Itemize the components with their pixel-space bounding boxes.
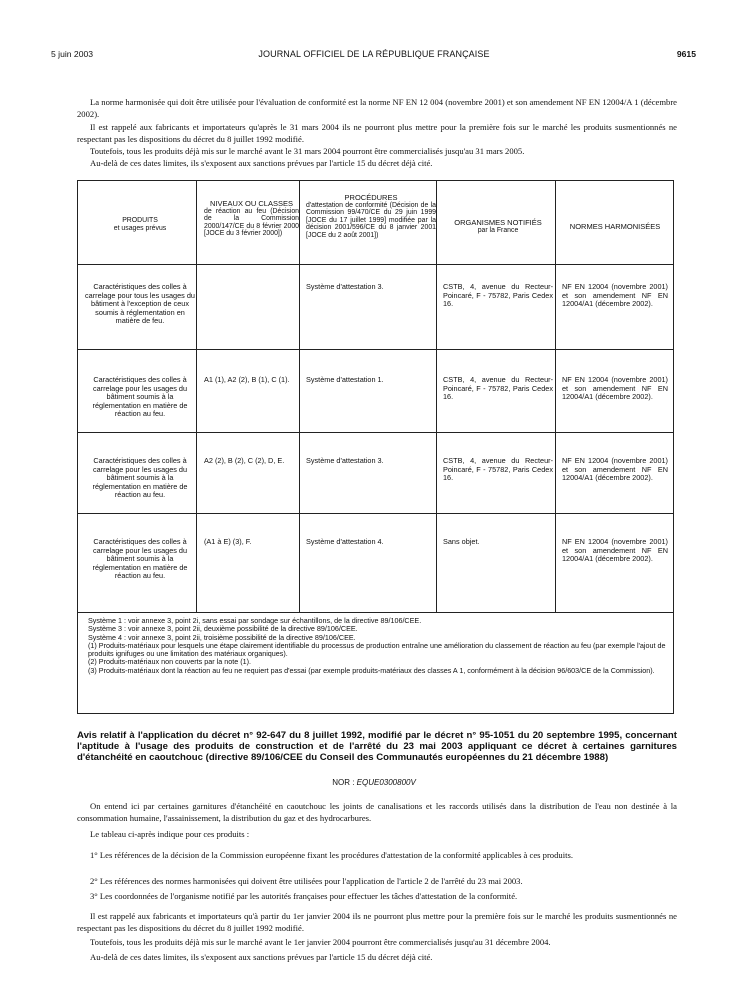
note-line: Système 1 : voir annexe 3, point 2i, sans essai par sondage sur échantillons, de la directive 89/106/CEE. <box>88 616 422 625</box>
note-line: (1) Produits-matériaux pour lesquels une étape clairement identifiable du processus de production entraîne une amélioration du classement de réaction au feu (par exemple l'ajout de produits ignifuges ou une limitation des matériaux organiques). <box>88 640 666 659</box>
intro-paragraph-4: Au-delà de ces dates limites, ils s'exposent aux sanctions prévues par l'article 15 du décret déjà cité. <box>90 158 433 168</box>
note-line: Système 3 : voir annexe 3, point 2ii, deuxième possibilité de la directive 89/106/CEE. <box>88 624 358 634</box>
avis-paragraph: Au-delà de ces dates limites, ils s'exposent aux sanctions prévues par l'article 15 du décret déjà cité. <box>90 952 433 962</box>
header-normes: NORMES HARMONISÉES <box>569 222 661 231</box>
avis-paragraph: 2° Les références des normes harmonisées qui doivent être utilisées pour l'application de l'article 2 de l'arrêté du 23 mai 2003. <box>90 876 523 886</box>
nor-label: NOR : <box>332 778 355 787</box>
table-cell-organisme: CSTB, 4, avenue du Recteur-Poincaré, F - 75782, Paris Cedex 16. <box>443 456 553 483</box>
row-divider <box>78 513 673 514</box>
avis-paragraph: Toutefois, tous les produits déjà mis sur le marché avant le 1er janvier 2004 pourront être commercialisés jusqu'au 31 décembre 2004. <box>90 937 551 947</box>
intro-paragraph-2: Il est rappelé aux fabricants et importateurs qu'après le 31 mars 2004 ils ne pourront plus mettre pour la première fois sur le marché les produits susmentionnés ne respectant pas les dispositions du décret du 8 juillet 1992 modifié. <box>77 122 677 144</box>
table-cell-norme: NF EN 12004 (novembre 2001) et son amendement NF EN 12004/A1 (décembre 2002). <box>562 375 668 402</box>
header-produits-title: PRODUITS <box>122 217 158 224</box>
avis-paragraph: Il est rappelé aux fabricants et importateurs qu'à partir du 1er janvier 2004 ils ne pourront plus mettre pour la première fois sur le marché les produits susmentionnés ne respectant pas les dispositions du décret du 8 juillet 1992 modifié. <box>77 911 677 933</box>
header-produits <box>84 217 196 232</box>
table-cell-produit: Caractéristiques des colles à carrelage pour les usages du bâtiment soumis à la réglementation en matière de réaction au feu. <box>92 537 188 581</box>
table-cell-procedure: Système d'attestation 1. <box>306 375 384 384</box>
table-cell-norme: NF EN 12004 (novembre 2001) et son amendement NF EN 12004/A1 (décembre 2002). <box>562 456 668 483</box>
table-cell-produit: Caractéristiques des colles à carrelage pour les usages du bâtiment soumis à la réglementation en matière de réaction au feu. <box>92 375 188 419</box>
header-organismes-title: ORGANISMES NOTIFIÉS <box>454 218 542 227</box>
note-line: (3) Produits-matériaux dont la réaction au feu ne requiert pas d'essai (par exemple produits-matériaux des classes A 1, conformément à la décision 96/603/CE de la Commission). <box>88 665 655 675</box>
note-line: Système 4 : voir annexe 3, point 2ii, troisième possibilité de la directive 89/106/CEE. <box>88 632 356 642</box>
row-divider <box>78 432 673 433</box>
column-divider <box>555 181 556 612</box>
header-date: 5 juin 2003 <box>51 49 94 59</box>
note-line: (2) Produits-matériaux non couverts par la note (1). <box>88 657 251 667</box>
header-procedures-title: PROCÉDURES <box>344 193 398 202</box>
classification-table <box>77 180 674 714</box>
header-organismes-sub: par la France <box>477 226 519 234</box>
avis-title: Avis relatif à l'application du décret n° 92-647 du 8 juillet 1992, modifié par le décret n° 95-1051 du 20 septembre 1995, concernant l'aptitude à l'usage des produits de construction et de l'arrêté du 23 mai 2003 appliquant ce décret à certaines garnitures d'étanchéité en caoutchouc (directive 89/106/CEE du Conseil des Communautés européennes du 21 décembre 1988) <box>77 730 677 763</box>
header-organismes <box>443 219 553 234</box>
intro-paragraph-1: La norme harmonisée qui doit être utilisée pour l'évaluation de conformité est la norme NF EN 12 004 (novembre 2001) et son amendement NF EN 12004/A 1 (décembre 2002). <box>77 97 677 119</box>
page-number: 9615 <box>676 49 696 59</box>
table-cell-niveaux: A1 (1), A2 (2), B (1), C (1). <box>204 375 290 384</box>
table-cell-organisme: CSTB, 4, avenue du Recteur-Poincaré, F - 75782, Paris Cedex 16. <box>443 282 553 309</box>
column-divider <box>196 181 197 612</box>
table-cell-organisme: CSTB, 4, avenue du Recteur-Poincaré, F - 75782, Paris Cedex 16. <box>443 375 553 402</box>
row-divider <box>78 264 673 265</box>
avis-paragraph: Le tableau ci-après indique pour ces produits : <box>90 829 250 839</box>
table-cell-niveaux: (A1 à E) (3), F. <box>204 537 252 546</box>
nor-code: EQUE0300800V <box>356 778 416 787</box>
avis-paragraph: 1° Les références de la décision de la Commission européenne fixant les procédures d'attestation de la conformité applicables à ces produits. <box>90 850 573 860</box>
header-procedures <box>306 194 436 240</box>
header-niveaux-title: NIVEAUX OU CLASSES <box>210 199 293 208</box>
row-divider <box>78 349 673 350</box>
column-divider <box>299 181 300 612</box>
table-cell-niveaux: A2 (2), B (2), C (2), D, E. <box>204 456 285 465</box>
table-cell-organisme: Sans objet. <box>443 537 480 546</box>
avis-paragraph: On entend ici par certaines garnitures d'étanchéité en caoutchouc les joints de canalisations et les raccords utilisés dans la distribution de l'eau non destinée à la consommation humaine, l'assainissement, la distribution du gaz et des hydrocarbures. <box>77 801 677 823</box>
table-cell-produit: Caractéristiques des colles à carrelage pour tous les usages du bâtiment à l'exception de ceux soumis à réglementation en matière de feu. <box>85 282 195 326</box>
journal-title: JOURNAL OFFICIEL DE LA RÉPUBLIQUE FRANÇAISE <box>258 49 490 59</box>
table-notes <box>88 617 672 675</box>
header-niveaux-body: de réaction au feu (Décision de la Commission 2000/147/CE du 8 février 2000 [JOCE du 3 février 2000]) <box>204 207 299 238</box>
table-cell-norme: NF EN 12004 (novembre 2001) et son amendement NF EN 12004/A1 (décembre 2002). <box>562 537 668 564</box>
header-niveaux <box>204 200 299 238</box>
avis-paragraph: 3° Les coordonnées de l'organisme notifié par les autorités françaises pour effectuer les tâches d'attestation de la conformité. <box>90 891 518 901</box>
table-cell-procedure: Système d'attestation 3. <box>306 282 384 291</box>
table-cell-produit: Caractéristiques des colles à carrelage pour les usages du bâtiment soumis à la réglementation en matière de réaction au feu. <box>92 456 188 500</box>
table-cell-procedure: Système d'attestation 3. <box>306 456 384 465</box>
nor-reference <box>0 778 748 787</box>
header-procedures-body: d'attestation de conformité (Décision de la Commission 99/470/CE du 29 juin 1999 [JOCE du 17 juillet 1999] modifiée par la décision 2001/596/CE du 8 janvier 2001 [JOCE du 2 août 2001]) <box>306 201 436 239</box>
header-produits-sub: et usages prévus <box>113 224 167 232</box>
table-cell-procedure: Système d'attestation 4. <box>306 537 384 546</box>
row-divider <box>78 612 673 613</box>
table-cell-norme: NF EN 12004 (novembre 2001) et son amendement NF EN 12004/A1 (décembre 2002). <box>562 282 668 309</box>
column-divider <box>436 181 437 612</box>
intro-paragraph-3: Toutefois, tous les produits déjà mis sur le marché avant le 31 mars 2004 pourront être commercialisés jusqu'au 31 mars 2005. <box>90 146 525 156</box>
